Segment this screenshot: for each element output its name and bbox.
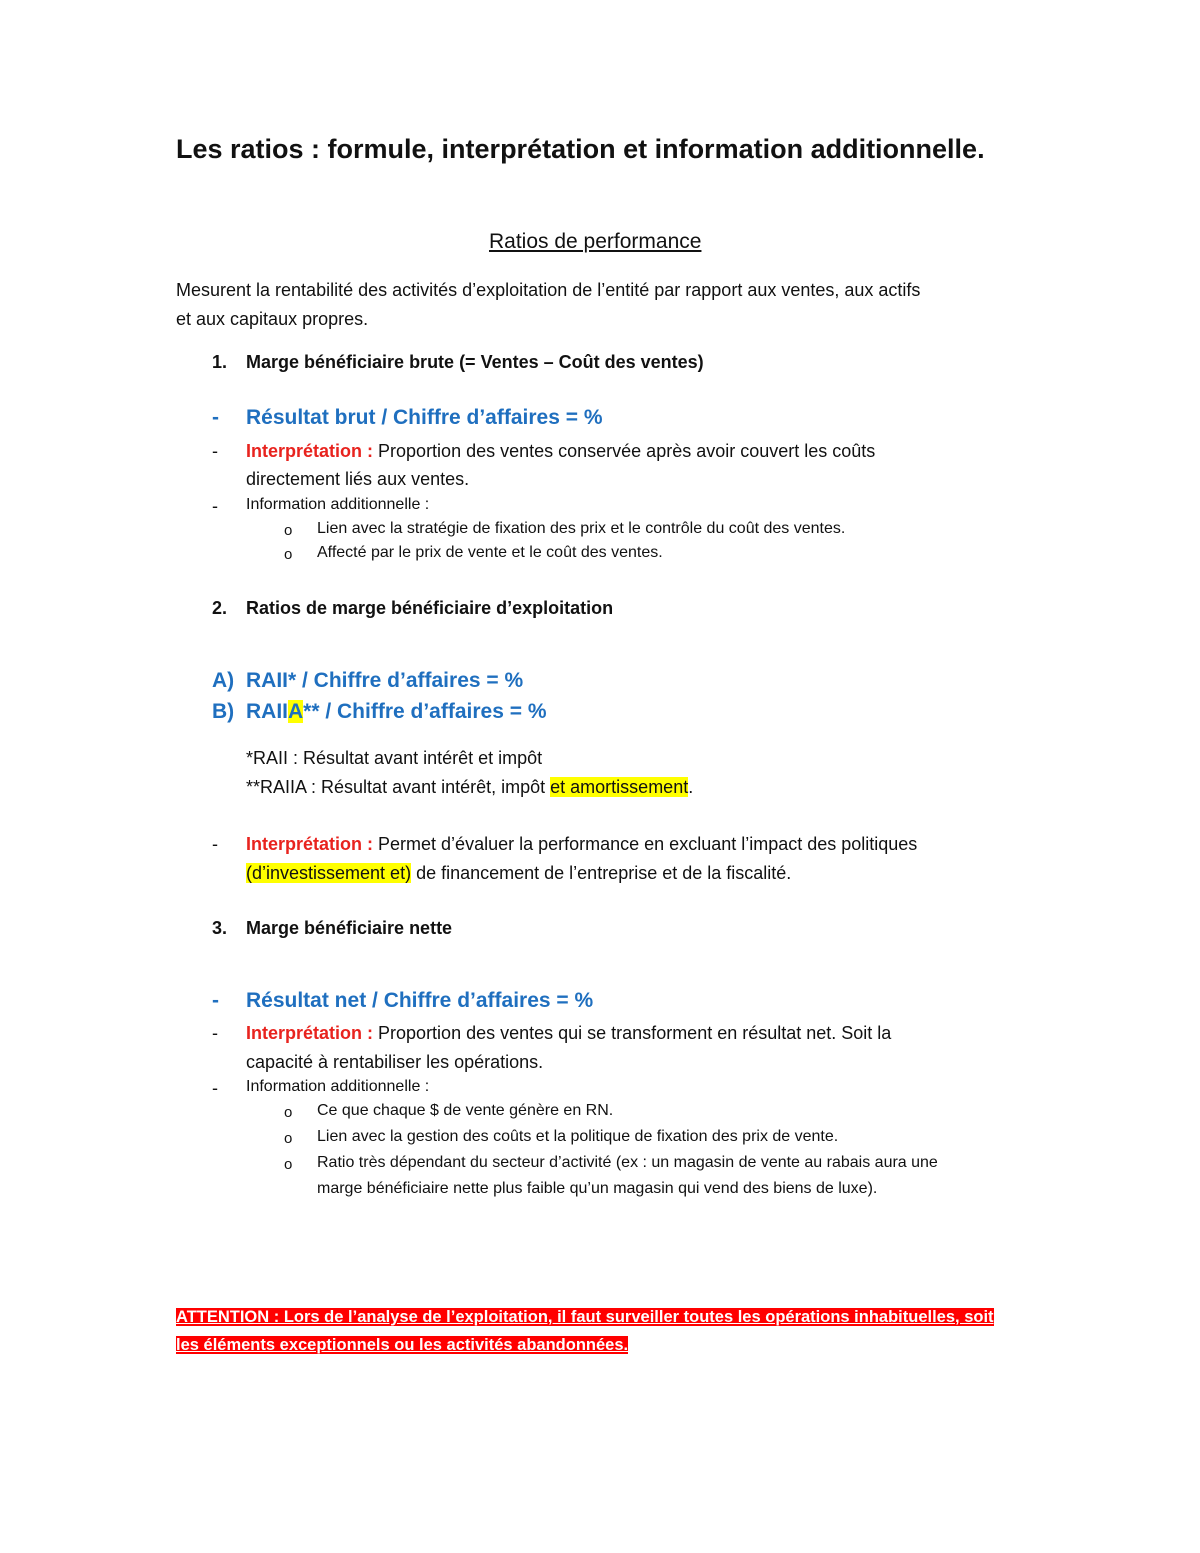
item1-interpretation — [246, 441, 875, 462]
item2-a-formula: RAII* / Chiffre d’affaires = % — [246, 669, 524, 692]
item3-interp-text-1: Proportion des ventes qui se transforment en résultat net. Soit la — [378, 1023, 892, 1043]
item3-formula: Résultat net / Chiffre d’affaires = % — [246, 989, 594, 1012]
item1-info-dash: - — [212, 496, 218, 516]
item1-bullet-2: Affecté par le prix de vente et le coût des ventes. — [317, 544, 663, 561]
item1-heading: Marge bénéficiaire brute (= Ventes – Coût des ventes) — [246, 352, 704, 372]
item2-interp-dash: - — [212, 834, 218, 854]
attention-line-1 — [176, 1308, 994, 1327]
item3-bullet-3-line-2: marge bénéficiaire nette plus faible qu’un magasin qui vend des biens de luxe). — [317, 1180, 878, 1197]
attention-line-2 — [176, 1336, 628, 1355]
attention-text-1: ATTENTION : Lors de l’analyse de l’exploitation, il faut surveiller toutes les opérations inhabituelles, soit — [176, 1308, 994, 1326]
item2-note-1: *RAII : Résultat avant intérêt et impôt — [246, 748, 543, 768]
item3-bullet-marker: o — [284, 1130, 293, 1147]
item2-interp-line-2 — [246, 863, 791, 884]
item3-info-dash: - — [212, 1078, 218, 1098]
item1-bullet-marker: o — [284, 546, 293, 563]
item3-bullet-3: Ratio très dépendant du secteur d’activité (ex : un magasin de vente au rabais aura une — [317, 1154, 938, 1171]
item1-interp-text-1: Proportion des ventes conservée après avoir couvert les coûts — [378, 441, 876, 461]
item3-bullet-2: Lien avec la gestion des coûts et la politique de fixation des prix de vente. — [317, 1128, 839, 1145]
item3-formula-dash: - — [212, 989, 219, 1012]
item2-a-label: A) — [212, 669, 235, 692]
item1-interp-dash: - — [212, 441, 218, 461]
section-title: Ratios de performance — [489, 230, 702, 253]
item1-interp-text-2: directement liés aux ventes. — [246, 469, 470, 489]
item3-interp-text-2: capacité à rentabiliser les opérations. — [246, 1052, 544, 1072]
item3-interp-dash: - — [212, 1023, 218, 1043]
item2-interp-highlight: (d’investissement et) — [246, 863, 412, 883]
item2-b-formula — [246, 700, 547, 724]
item2-b-formula-highlight: A — [288, 700, 304, 723]
item2-heading: Ratios de marge bénéficiaire d’exploitation — [246, 598, 614, 618]
item2-interp-label: Interprétation : — [246, 834, 374, 854]
item2-interpretation — [246, 834, 917, 855]
item2-b-formula-pre: RAII — [246, 700, 288, 723]
intro-line-2: et aux capitaux propres. — [176, 309, 369, 329]
item1-interp-label: Interprétation : — [246, 441, 374, 461]
item1-bullet-1: Lien avec la stratégie de fixation des prix et le contrôle du coût des ventes. — [317, 520, 846, 537]
page-title: Les ratios : formule, interprétation et information additionnelle. — [176, 134, 985, 164]
item2-note-2-post: . — [688, 777, 694, 797]
item3-bullet-marker: o — [284, 1156, 293, 1173]
item2-b-formula-post: ** / Chiffre d’affaires = % — [303, 700, 547, 723]
item3-info-label: Information additionnelle : — [246, 1078, 430, 1095]
item1-number: 1. — [212, 352, 228, 372]
item2-interp-text-2: de financement de l’entreprise et de la fiscalité. — [411, 863, 792, 883]
item2-interp-text-1: Permet d’évaluer la performance en excluant l’impact des politiques — [378, 834, 918, 854]
item1-formula: Résultat brut / Chiffre d’affaires = % — [246, 406, 603, 429]
item2-b-label: B) — [212, 700, 235, 723]
item3-bullet-1: Ce que chaque $ de vente génère en RN. — [317, 1102, 614, 1119]
intro-line-1: Mesurent la rentabilité des activités d’exploitation de l’entité par rapport aux ventes, aux actifs — [176, 280, 921, 300]
item3-number: 3. — [212, 918, 228, 938]
item3-heading: Marge bénéficiaire nette — [246, 918, 453, 938]
item1-info-label: Information additionnelle : — [246, 496, 430, 513]
item2-note-2 — [246, 777, 693, 798]
item2-note-2-pre: **RAIIA : Résultat avant intérêt, impôt — [246, 777, 551, 797]
attention-text-2: les éléments exceptionnels ou les activités abandonnées. — [176, 1336, 629, 1354]
item2-number: 2. — [212, 598, 228, 618]
item3-bullet-marker: o — [284, 1104, 293, 1121]
item1-formula-dash: - — [212, 406, 219, 429]
item2-note-2-highlight: et amortissement — [550, 777, 689, 797]
item3-interp-label: Interprétation : — [246, 1023, 374, 1043]
item1-bullet-marker: o — [284, 522, 293, 539]
item3-interpretation — [246, 1023, 891, 1044]
